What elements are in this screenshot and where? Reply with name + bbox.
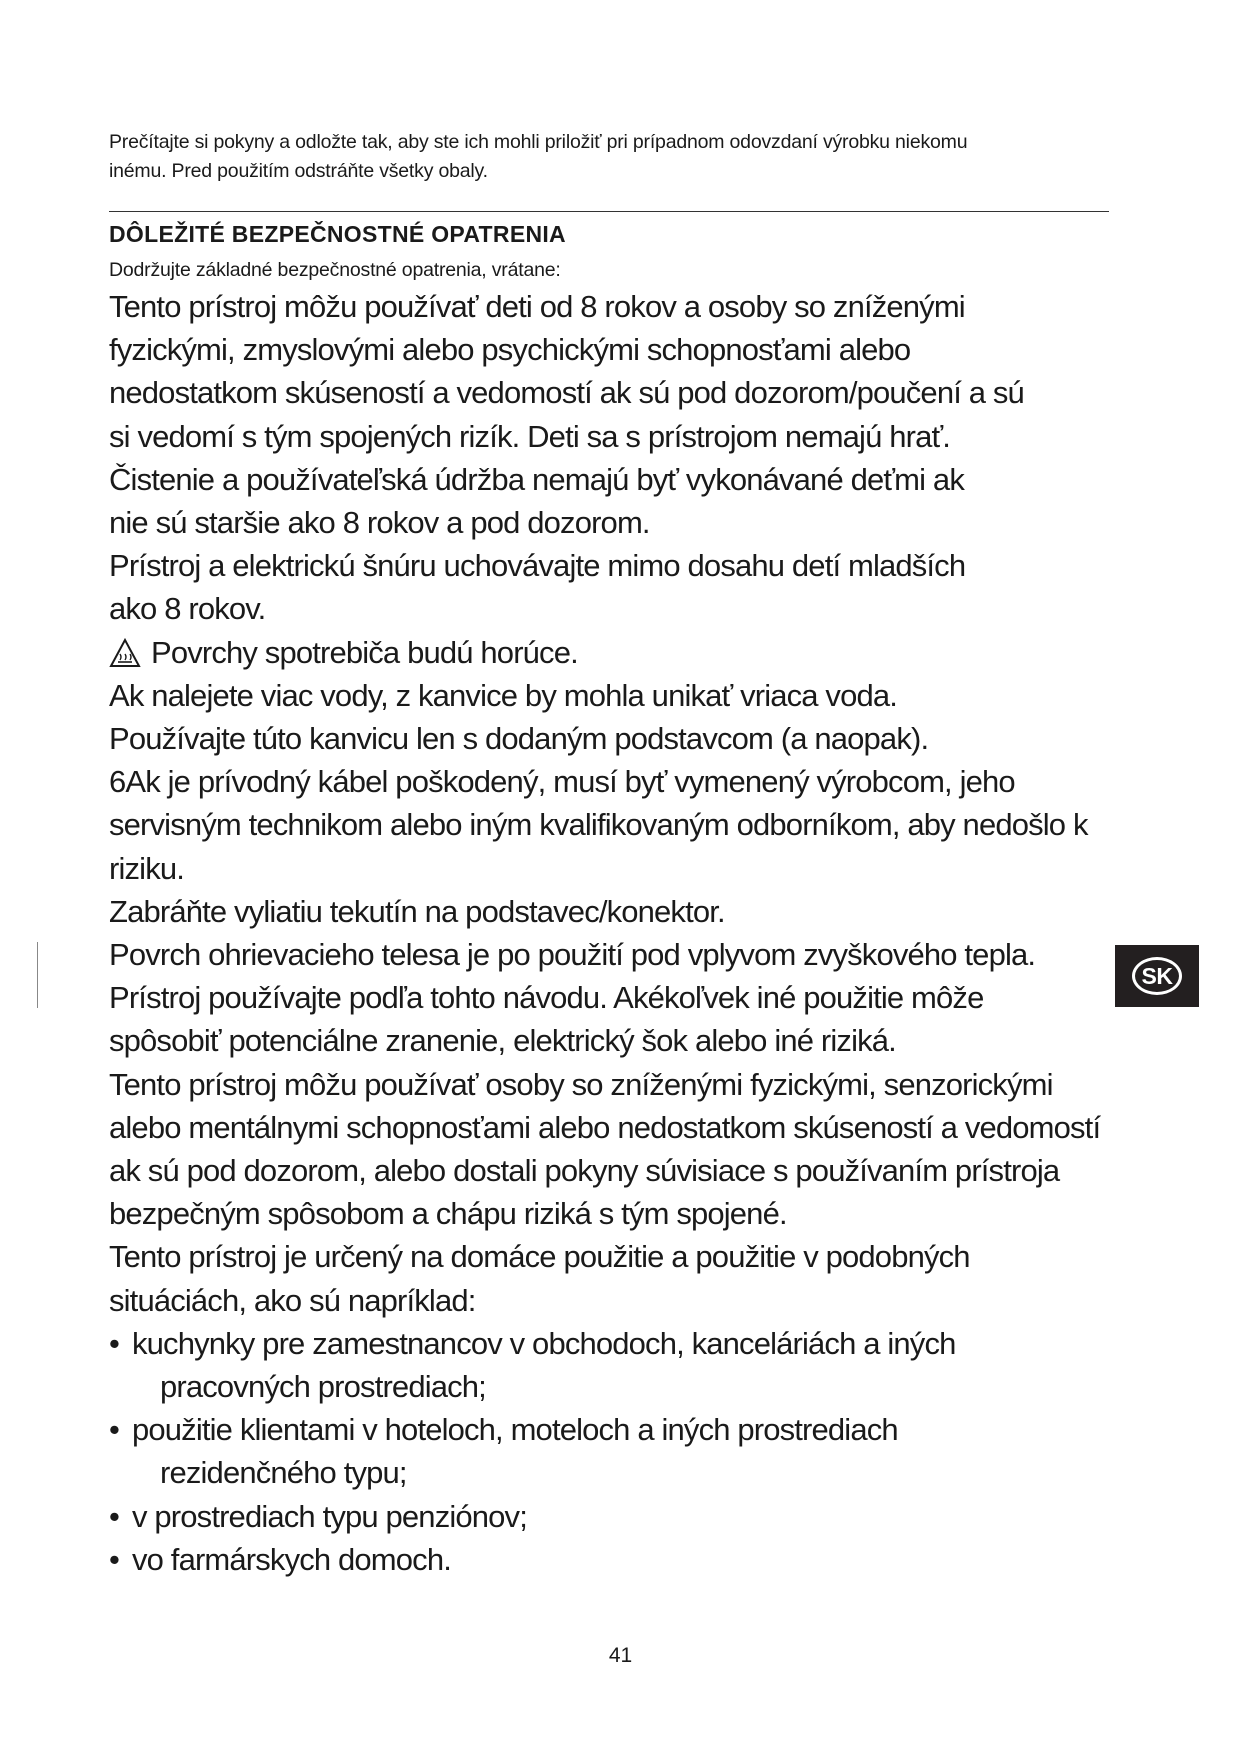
list-item bbox=[109, 1538, 1139, 1581]
bullet-dot: • bbox=[109, 1325, 120, 1361]
list-item-text: použitie klientami v hoteloch, moteloch a iných prostrediach bbox=[132, 1412, 898, 1448]
intro-text bbox=[109, 128, 1109, 186]
bullet-dot: • bbox=[109, 1541, 120, 1577]
language-badge-label: SK bbox=[1132, 957, 1182, 995]
instruction-reduced-capabilities: Tento prístroj môžu používať osoby so zníženými fyzickými, senzorickými alebo mentálnymi schopnosťami alebo nedostatkom skúseností a vedomostí ak sú pod dozorom, alebo dostali pokyny súvisiace s používaním prístroja bezpečným spôsobom a chápu riziká s tým spojené. bbox=[109, 1066, 1101, 1232]
instruction-cleaning: Čistenie a používateľská údržba nemajú byť vykonávané deťmi ak nie sú staršie ako 8 rokov a pod dozorom. bbox=[109, 461, 964, 541]
hot-surface-warning-icon bbox=[109, 636, 141, 666]
use-locations-list bbox=[109, 1322, 1139, 1581]
bullet-dot: • bbox=[109, 1498, 120, 1534]
hot-surface-text: Povrchy spotrebiča budú horúce. bbox=[151, 634, 578, 670]
list-item bbox=[109, 1322, 1139, 1408]
instruction-base-usage: Používajte túto kanvicu len s dodaným podstavcom (a naopak). bbox=[109, 721, 929, 757]
instruction-overfill: Ak nalejete viac vody, z kanvice by mohla unikať vriaca voda. bbox=[109, 677, 898, 713]
instruction-children-usage: Tento prístroj môžu používať deti od 8 rokov a osoby so zníženými fyzickými, zmyslovými alebo psychickými schopnosťami alebo nedostatkom skúseností a vedomostí ak sú pod dozorom/poučení a sú si vedomí s tým spojených rizík. Deti sa s prístrojom nemajú hrať. bbox=[109, 289, 1024, 454]
instruction-spills: Zabráňte vyliatiu tekutín na podstavec/konektor. bbox=[109, 893, 725, 929]
list-item-continuation: rezidenčného typu; bbox=[160, 1455, 407, 1491]
section-divider bbox=[109, 211, 1109, 212]
instruction-residual-heat: Povrch ohrievacieho telesa je po použití pod vplyvom zvyškového tepla. bbox=[109, 937, 1036, 973]
instruction-intended-use: Prístroj používajte podľa tohto návodu. Akékoľvek iné použitie môže spôsobiť potenciálne zranenie, elektrický šok alebo iné riziká. bbox=[109, 980, 984, 1059]
instruction-household-use: Tento prístroj je určený na domáce použitie a použitie v podobných situáciách, ako sú napríklad: bbox=[109, 1239, 970, 1318]
section-subheading: Dodržujte základné bezpečnostné opatrenia, vrátane: bbox=[109, 259, 561, 281]
margin-mark bbox=[37, 942, 38, 1008]
list-item-text: kuchynky pre zamestnancov v obchodoch, kanceláriách a iných bbox=[132, 1325, 956, 1361]
intro-line-1: Prečítajte si pokyny a odložte tak, aby ste ich mohli priložiť pri prípadnom odovzdaní výrobku niekomu bbox=[109, 131, 968, 153]
instruction-hot-surface bbox=[109, 631, 1139, 674]
instruction-damaged-cable: 6Ak je prívodný kábel poškodený, musí byť vymenený výrobcom, jeho servisným technikom alebo iným kvalifikovaným odborníkom, aby nedošlo k riziku. bbox=[109, 764, 1088, 886]
bullet-dot: • bbox=[109, 1412, 120, 1448]
list-item bbox=[109, 1495, 1139, 1538]
safety-instructions bbox=[109, 285, 1139, 1581]
page-number: 41 bbox=[608, 1644, 633, 1667]
list-item-continuation: pracovných prostrediach; bbox=[160, 1369, 486, 1405]
language-badge bbox=[1115, 945, 1199, 1007]
list-item-text: vo farmárskych domoch. bbox=[132, 1541, 451, 1577]
instruction-cord-storage: Prístroj a elektrickú šnúru uchovávajte mimo dosahu detí mladších ako 8 rokov. bbox=[109, 548, 966, 627]
intro-line-2: inému. Pred použitím odstráňte všetky obaly. bbox=[109, 160, 488, 182]
list-item-text: v prostrediach typu penziónov; bbox=[132, 1498, 527, 1534]
section-heading: DÔLEŽITÉ BEZPEČNOSTNÉ OPATRENIA bbox=[109, 221, 566, 247]
list-item bbox=[109, 1408, 1139, 1494]
